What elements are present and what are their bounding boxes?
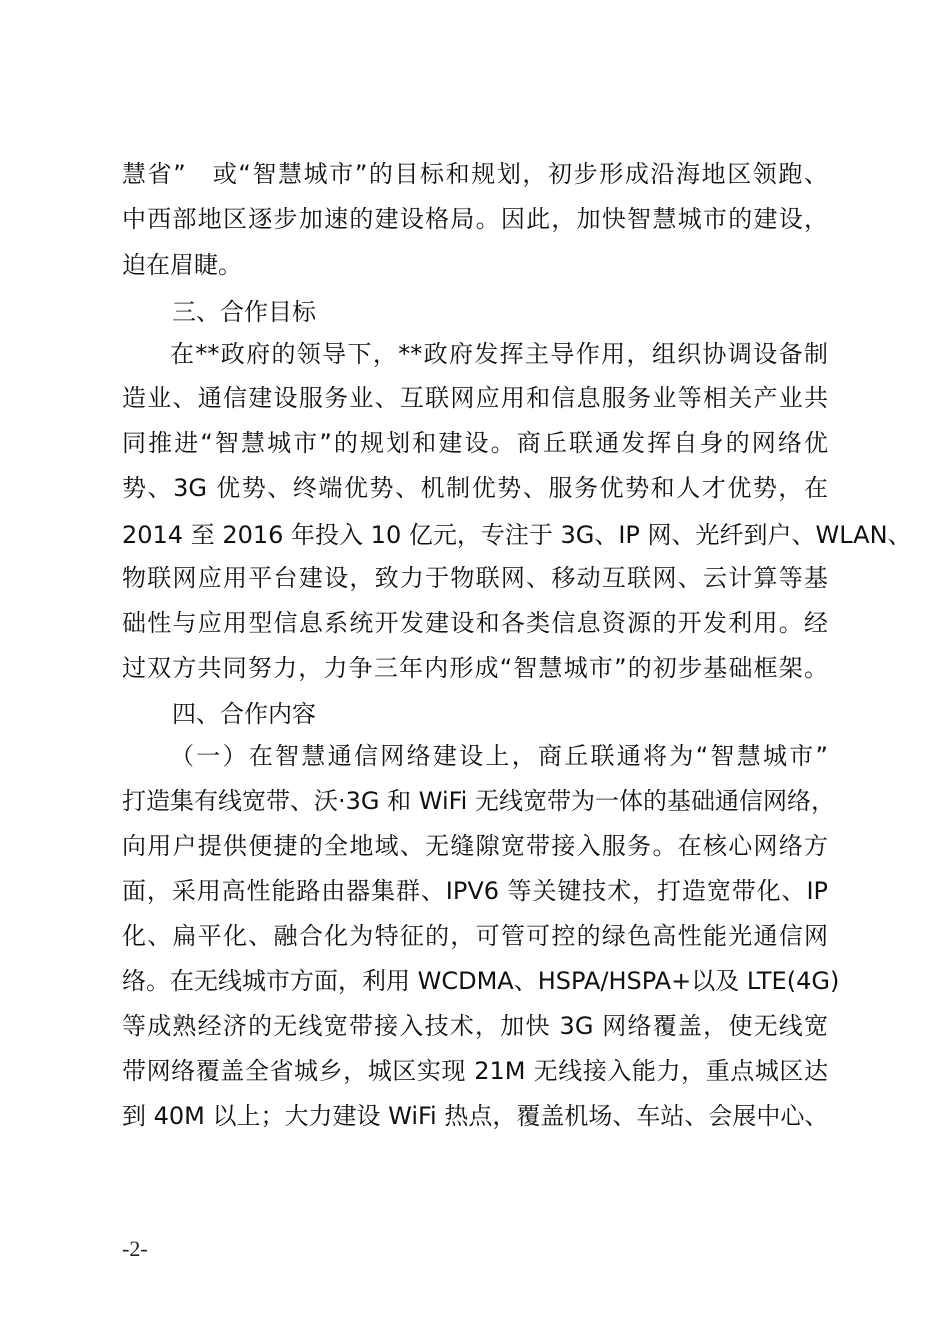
body-line: 等成熟经济的无线宽带接入技术，加快 3G 网络覆盖，使无线宽 [122,1012,828,1040]
section-heading-content: 四、合作内容 [172,700,316,728]
body-line: 迫在眉睫。 [122,251,242,279]
body-line: 向用户提供便捷的全地域、无缝隙宽带接入服务。在核心网络方 [122,832,828,860]
body-line: 物联网应用平台建设，致力于物联网、移动互联网、云计算等基 [122,564,828,592]
body-line: 打造集有线宽带、沃·3G 和 WiFi 无线宽带为一体的基础通信网络， [122,787,835,815]
body-line: 造业、通信建设服务业、互联网应用和信息服务业等相关产业共 [122,384,828,412]
body-line: 在**政府的领导下，**政府发挥主导作用，组织协调设备制 [170,340,828,368]
body-line: 同推进“智慧城市”的规划和建设。商丘联通发挥自身的网络优 [122,429,828,457]
body-line: 势、3G 优势、终端优势、机制优势、服务优势和人才优势，在 [122,474,828,502]
body-line: 化、扁平化、融合化为特征的，可管可控的绿色高性能光通信网 [122,922,828,950]
body-line: 础性与应用型信息系统开发建设和各类信息资源的开发利用。经 [122,609,828,637]
body-line: 中西部地区逐步加速的建设格局。因此，加快智慧城市的建设， [122,205,828,233]
page-number: -2- [122,1236,148,1261]
body-line: 带网络覆盖全省城乡，城区实现 21M 无线接入能力，重点城区达 [122,1057,828,1085]
body-line: 过双方共同努力，力争三年内形成“智慧城市”的初步基础框架。 [122,654,828,682]
body-line: 慧省” 或“智慧城市”的目标和规划，初步形成沿海地区领跑、 [122,160,828,188]
body-line: 面，采用高性能路由器集群、IPV6 等关键技术，打造宽带化、IP [122,877,828,905]
body-line: （一）在智慧通信网络建设上，商丘联通将为“智慧城市” [170,742,828,770]
body-line: 到 40M 以上；大力建设 WiFi 热点，覆盖机场、车站、会展中心、 [122,1102,829,1130]
body-line: 2014 至 2016 年投入 10 亿元，专注于 3G、IP 网、光纤到户、WLAN、 [122,521,912,549]
section-heading-goals: 三、合作目标 [172,298,316,326]
body-line: 络。在无线城市方面，利用 WCDMA、HSPA/HSPA+以及 LTE(4G) [122,967,840,995]
